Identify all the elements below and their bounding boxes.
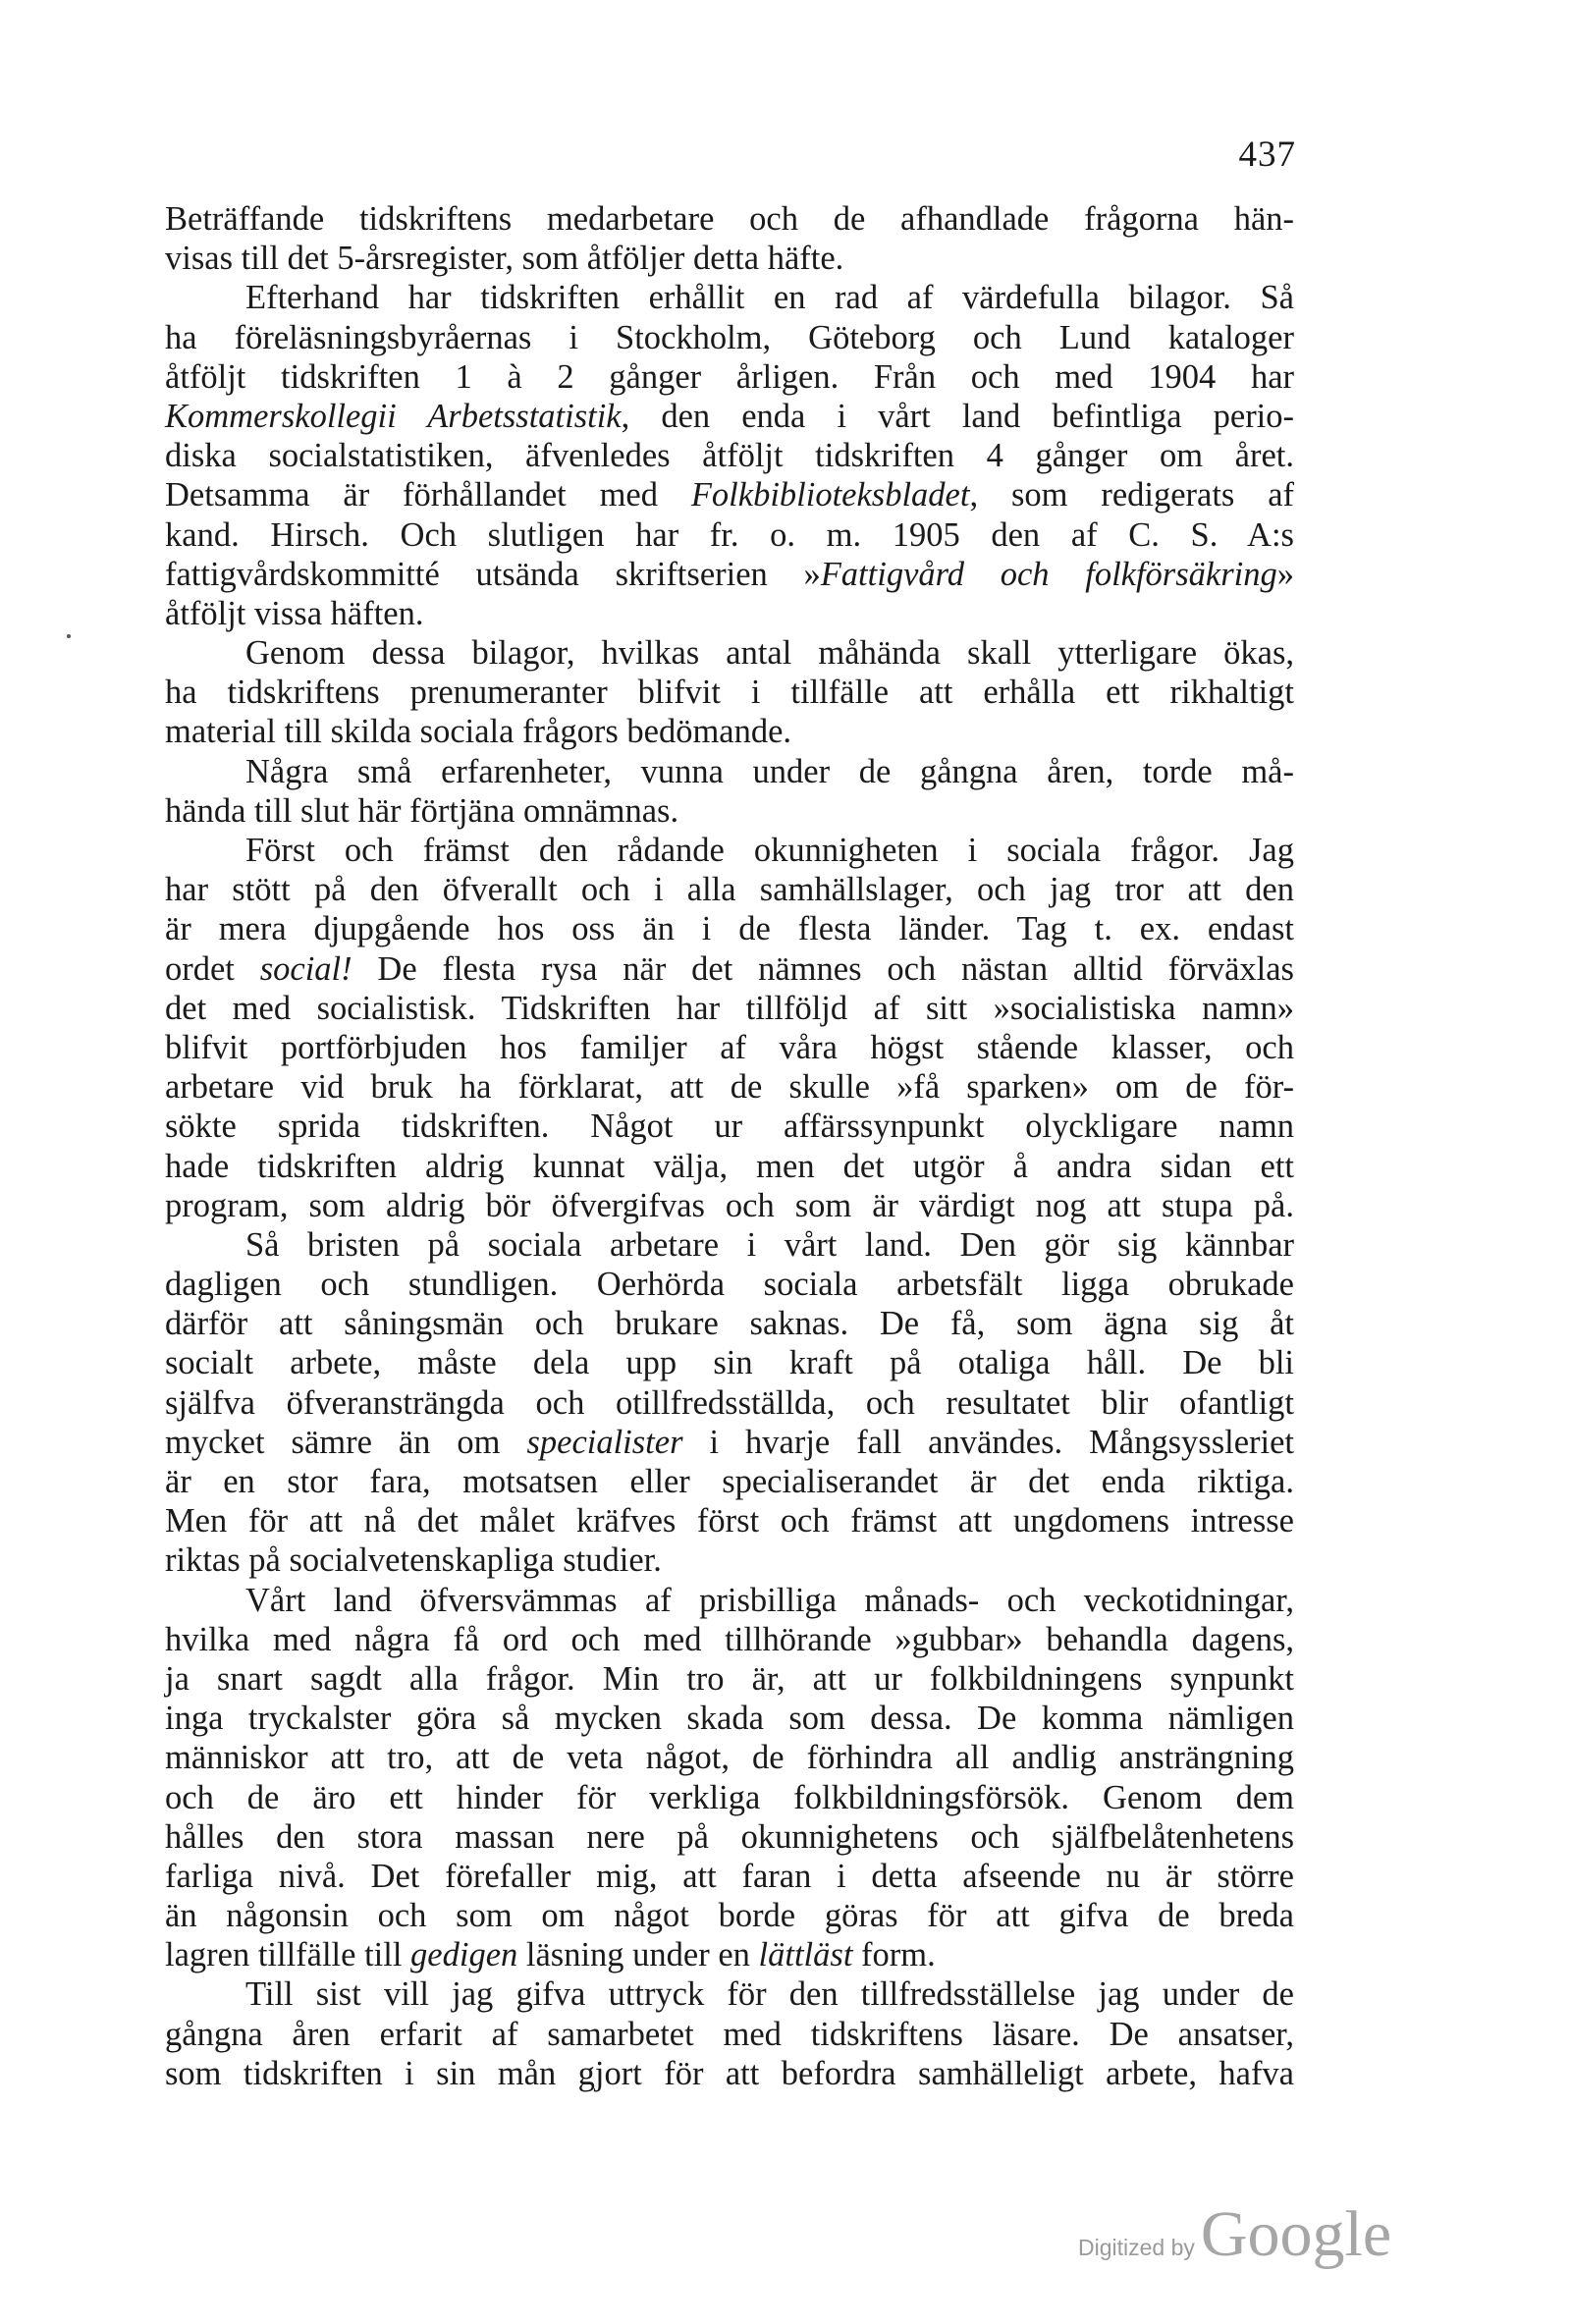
text-line [165, 1028, 1294, 1067]
text-line [165, 633, 1294, 673]
text-segment: åtföljt tidskriften 1 à 2 gånger årligen. Från och med 1904 har [165, 357, 1294, 396]
text-line [165, 1817, 1294, 1857]
text-segment: har stött på den öfverallt och i alla samhällslager, och jag tror att den [165, 871, 1294, 909]
text-line [165, 278, 1294, 317]
text-segment: socialt arbete, måste dela upp sin kraft på otaliga håll. De bli [165, 1344, 1294, 1382]
text-segment: Beträffande tidskriftens medarbetare och de afhandlade frågorna hän- [165, 200, 1294, 238]
text-line [165, 1501, 1294, 1540]
text-segment: fattigvårdskommitté utsända skriftserien » [165, 555, 821, 593]
text-line [165, 949, 1294, 989]
text-line [165, 752, 1294, 791]
text-segment: Genom dessa bilagor, hvilkas antal måhända skall ytterligare ökas, [245, 634, 1294, 673]
text-segment: själfva öfveransträngda och otillfredsställda, och resultatet blir ofantligt [165, 1383, 1294, 1422]
text-line [165, 1107, 1294, 1146]
text-line [165, 791, 1294, 831]
text-segment: ja snart sagdt alla frågor. Min tro är, att ur folkbildningens synpunkt [165, 1659, 1294, 1698]
text-segment: i hvarje fall användes. Mångsyssleriet [682, 1423, 1294, 1461]
text-line [165, 909, 1294, 948]
italic-text: Fattigvård och folkförsäkring [820, 555, 1277, 593]
text-segment: arbetare vid bruk ha förklarat, att de skulle »få sparken» om de för- [165, 1068, 1294, 1107]
text-segment: , den enda i vårt land befintliga perio- [621, 397, 1295, 435]
text-line [165, 1620, 1294, 1659]
text-segment: inga tryckalster göra så mycken skada som dessa. De komma nämligen [165, 1700, 1294, 1738]
italic-text: Kommerskollegii Arbetsstatistik [165, 397, 622, 435]
text-segment: som tidskriften i sin mån gjort för att befordra samhälleligt arbete, hafva [165, 2054, 1294, 2092]
text-line [165, 1935, 1294, 1974]
text-segment: lagren tillfälle till [165, 1936, 411, 1974]
text-segment: hålles den stora massan nere på okunnighetens och själfbelåtenhetens [165, 1817, 1294, 1856]
text-line [165, 1304, 1294, 1343]
italic-text: specialister [526, 1423, 683, 1461]
text-line [165, 1738, 1294, 1777]
text-segment: diska socialstatistiken, äfvenledes åtföljt tidskriften 4 gånger om året. [165, 437, 1294, 475]
text-segment: form. [852, 1936, 936, 1974]
text-line [165, 555, 1294, 594]
text-line [165, 397, 1294, 436]
text-segment: dagligen och stundligen. Oerhörda sociala arbetsfält ligga obrukade [165, 1266, 1294, 1304]
text-segment: och de äro ett hinder för verkliga folkbildningsförsök. Genom dem [165, 1778, 1294, 1816]
text-segment: mycket sämre än om [165, 1423, 527, 1461]
text-line [165, 712, 1294, 751]
text-line [165, 199, 1294, 239]
text-line [165, 1186, 1294, 1225]
text-segment: än någonsin och som om något borde göras för att gifva de breda [165, 1897, 1294, 1935]
text-line [165, 1423, 1294, 1462]
text-segment: är mera djupgående hos oss än i de flesta länder. Tag t. ex. endast [165, 910, 1294, 948]
text-line [165, 475, 1294, 514]
text-line [165, 1540, 1294, 1580]
text-segment: kand. Hirsch. Och slutligen har fr. o. m. 1905 den af C. S. A:s [165, 515, 1294, 554]
text-line [165, 1265, 1294, 1304]
text-line [165, 239, 1294, 278]
text-line [165, 594, 1294, 633]
italic-text: social! [259, 949, 352, 988]
text-segment: ordet [165, 949, 260, 988]
text-line [165, 1462, 1294, 1501]
scan-speck [67, 634, 71, 638]
body-text [165, 199, 1294, 2093]
text-segment: Först och främst den rådande okunnigheten i sociala frågor. Jag [245, 832, 1294, 869]
text-line [165, 1067, 1294, 1107]
watermark-prefix: Digitized by [1078, 2235, 1195, 2260]
text-line [165, 515, 1294, 555]
text-segment: Vårt land öfversvämmas af prisbilliga månads- och veckotidningar, [245, 1581, 1294, 1619]
text-segment: därför att såningsmän och brukare saknas. De få, som ägna sig åt [165, 1305, 1294, 1343]
text-line [165, 1974, 1294, 2014]
text-segment: hända till slut här förtjäna omnämnas. [165, 791, 679, 830]
text-segment: åtföljt vissa häften. [165, 594, 424, 632]
text-line [165, 1699, 1294, 1738]
text-segment: det med socialistisk. Tidskriften har tillföljd af sitt »socialistiska namn» [165, 989, 1294, 1027]
text-segment: program, som aldrig bör öfvergifvas och som är värdigt nog att stupa på. [165, 1186, 1294, 1224]
text-segment: ha föreläsningsbyråernas i Stockholm, Göteborg och Lund kataloger [165, 318, 1294, 356]
text-line [165, 1778, 1294, 1817]
italic-text: gedigen [410, 1936, 518, 1974]
text-line [165, 1343, 1294, 1382]
text-segment: blifvit portförbjuden hos familjer af våra högst stående klasser, och [165, 1028, 1294, 1066]
text-segment: visas till det 5-årsregister, som åtföljer detta häfte. [165, 240, 844, 278]
text-line [165, 870, 1294, 909]
digitized-watermark [1078, 2197, 1391, 2272]
text-line [165, 673, 1294, 712]
text-segment: Till sist vill jag gifva uttryck för den tillfredsställelse jag under de [245, 1975, 1294, 2014]
text-line [165, 1659, 1294, 1699]
text-line [165, 1581, 1294, 1620]
italic-text: lättläst [758, 1936, 853, 1974]
text-segment: Så bristen på sociala arbetare i vårt land. Den gör sig kännbar [245, 1225, 1294, 1264]
text-line [165, 318, 1294, 357]
text-segment: sökte sprida tidskriften. Något ur affärssynpunkt olyckligare namn [165, 1108, 1294, 1146]
page-number: 437 [1238, 135, 1296, 175]
italic-text: Folkbiblioteksbladet [690, 476, 970, 514]
text-segment: läsning under en [517, 1936, 759, 1974]
google-logo: Google [1200, 2198, 1392, 2270]
text-segment: hade tidskriften aldrig kunnat välja, men det utgör å andra sidan ett [165, 1147, 1294, 1185]
text-segment: gångna åren erfarit af samarbetet med tidskriftens läsare. De ansatser, [165, 2015, 1294, 2053]
text-segment: riktas på socialvetenskapliga studier. [165, 1541, 662, 1580]
text-segment: Men för att nå det målet kräfves först och främst att ungdomens intresse [165, 1502, 1294, 1540]
text-segment: , som redigerats af [969, 476, 1295, 514]
text-segment: farliga nivå. Det förefaller mig, att faran i detta afseende nu är större [165, 1857, 1294, 1895]
text-segment: är en stor fara, motsatsen eller specialiserandet är det enda riktiga. [165, 1463, 1294, 1500]
text-segment: » [1276, 555, 1294, 593]
text-line [165, 831, 1294, 870]
text-line [165, 357, 1294, 397]
text-segment: Detsamma är förhållandet med [165, 476, 691, 514]
text-segment: hvilka med några få ord och med tillhörande »gubbar» behandla dagens, [165, 1620, 1294, 1658]
text-segment: ha tidskriftens prenumeranter blifvit i tillfälle att erhålla ett rikhaltigt [165, 674, 1294, 712]
text-segment: Några små erfarenheter, vunna under de gångna åren, torde må- [245, 752, 1294, 790]
text-line [165, 436, 1294, 475]
text-line [165, 989, 1294, 1028]
text-segment: Efterhand har tidskriften erhållit en rad af värdefulla bilagor. Så [245, 279, 1294, 317]
text-line [165, 1225, 1294, 1265]
text-segment: material till skilda sociala frågors bedömande. [165, 713, 792, 751]
text-line [165, 1147, 1294, 1186]
text-segment: De flesta rysa när det nämnes och nästan alltid förväxlas [352, 949, 1294, 988]
text-line [165, 2054, 1294, 2093]
text-line [165, 1383, 1294, 1423]
text-line [165, 1896, 1294, 1935]
text-line [165, 1857, 1294, 1896]
text-segment: människor att tro, att de veta något, de förhindra all andlig ansträngning [165, 1739, 1294, 1777]
text-line [165, 2015, 1294, 2054]
